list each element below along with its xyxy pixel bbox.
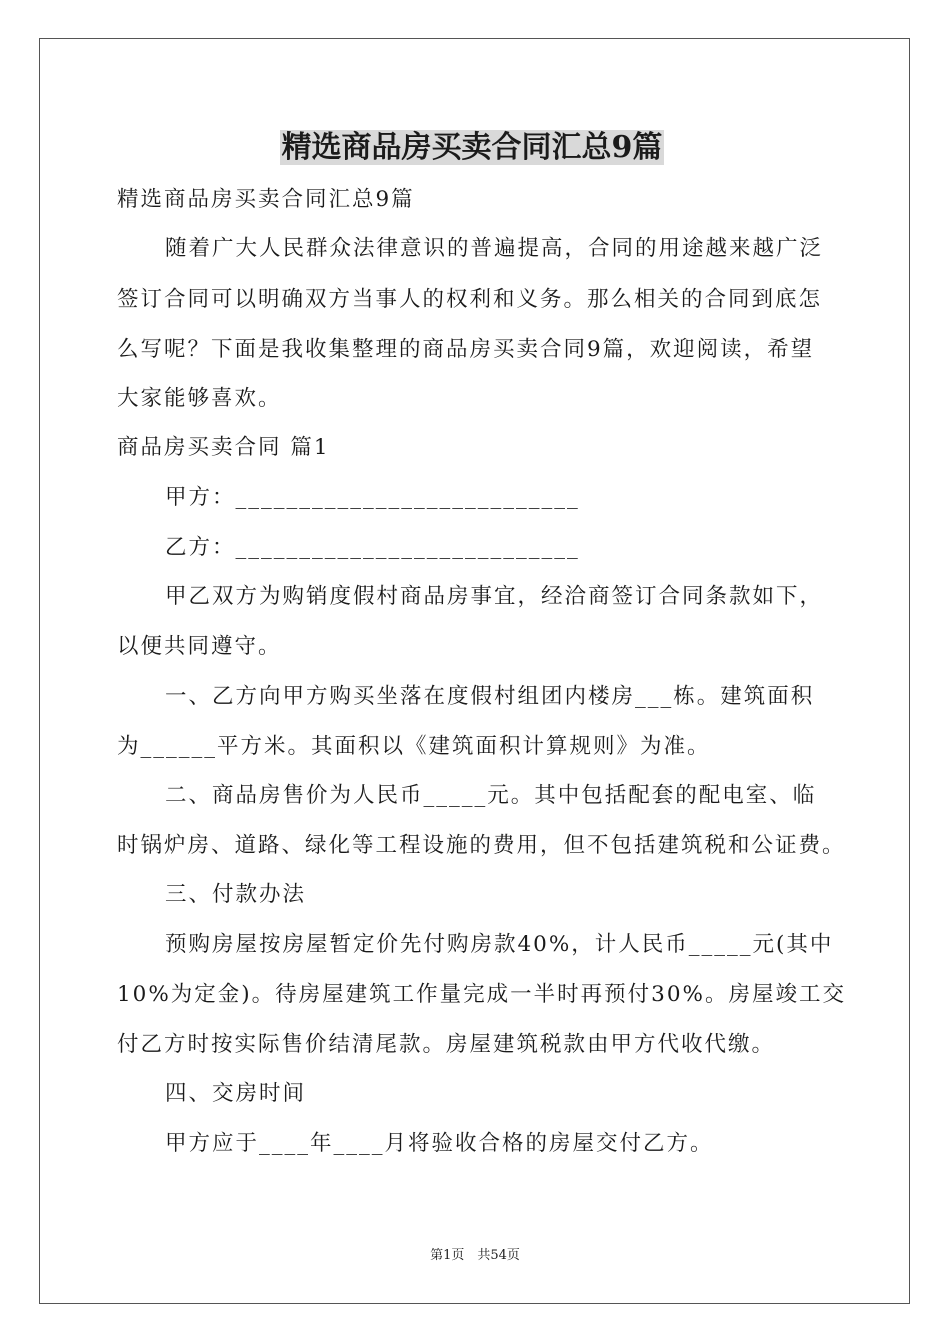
party-b-line: 乙方：___________________________ [165, 535, 580, 560]
paragraph-line: 大家能够喜欢。 [117, 386, 282, 411]
paragraph-line: 以便共同遵守。 [117, 634, 282, 659]
paragraph-line: 签订合同可以明确双方当事人的权利和义务。那么相关的合同到底怎 [117, 287, 823, 312]
subtitle-line: 精选商品房买卖合同汇总9篇 [117, 187, 415, 212]
paragraph-line: 么写呢？下面是我收集整理的商品房买卖合同9篇，欢迎阅读，希望 [117, 337, 815, 362]
paragraph-line: 随着广大人民群众法律意识的普遍提高，合同的用途越来越广泛 [165, 236, 824, 261]
clause-line: 预购房屋按房屋暂定价先付购房款40%，计人民币_____元(其中 [165, 932, 834, 957]
clause-line: 10%为定金)。待房屋建筑工作量完成一半时再预付30%。房屋竣工交 [117, 982, 846, 1007]
clause-line: 时锅炉房、道路、绿化等工程设施的费用，但不包括建筑税和公证费。 [117, 833, 846, 858]
document-title-text: 精选商品房买卖合同汇总9篇 [281, 130, 663, 165]
clause-line: 甲方应于____年____月将验收合格的房屋交付乙方。 [165, 1131, 714, 1156]
document-title [117, 128, 827, 168]
page-footer: 第1页 共54页 [430, 1248, 520, 1263]
clause-heading: 三、付款办法 [165, 882, 307, 907]
party-a-line: 甲方：___________________________ [165, 485, 580, 510]
clause-line: 为______平方米。其面积以《建筑面积计算规则》为准。 [117, 734, 711, 759]
clause-line: 付乙方时按实际售价结清尾款。房屋建筑税款由甲方代收代缴。 [117, 1032, 776, 1057]
clause-line: 二、商品房售价为人民币_____元。其中包括配套的配电室、临 [165, 783, 817, 808]
paragraph-line: 甲乙双方为购销度假村商品房事宜，经洽商签订合同条款如下， [165, 584, 824, 609]
page-border [39, 38, 910, 1304]
clause-line: 一、乙方向甲方购买坐落在度假村组团内楼房___栋。建筑面积 [165, 684, 815, 709]
clause-heading: 四、交房时间 [165, 1081, 307, 1106]
section-heading: 商品房买卖合同 篇1 [117, 435, 330, 460]
